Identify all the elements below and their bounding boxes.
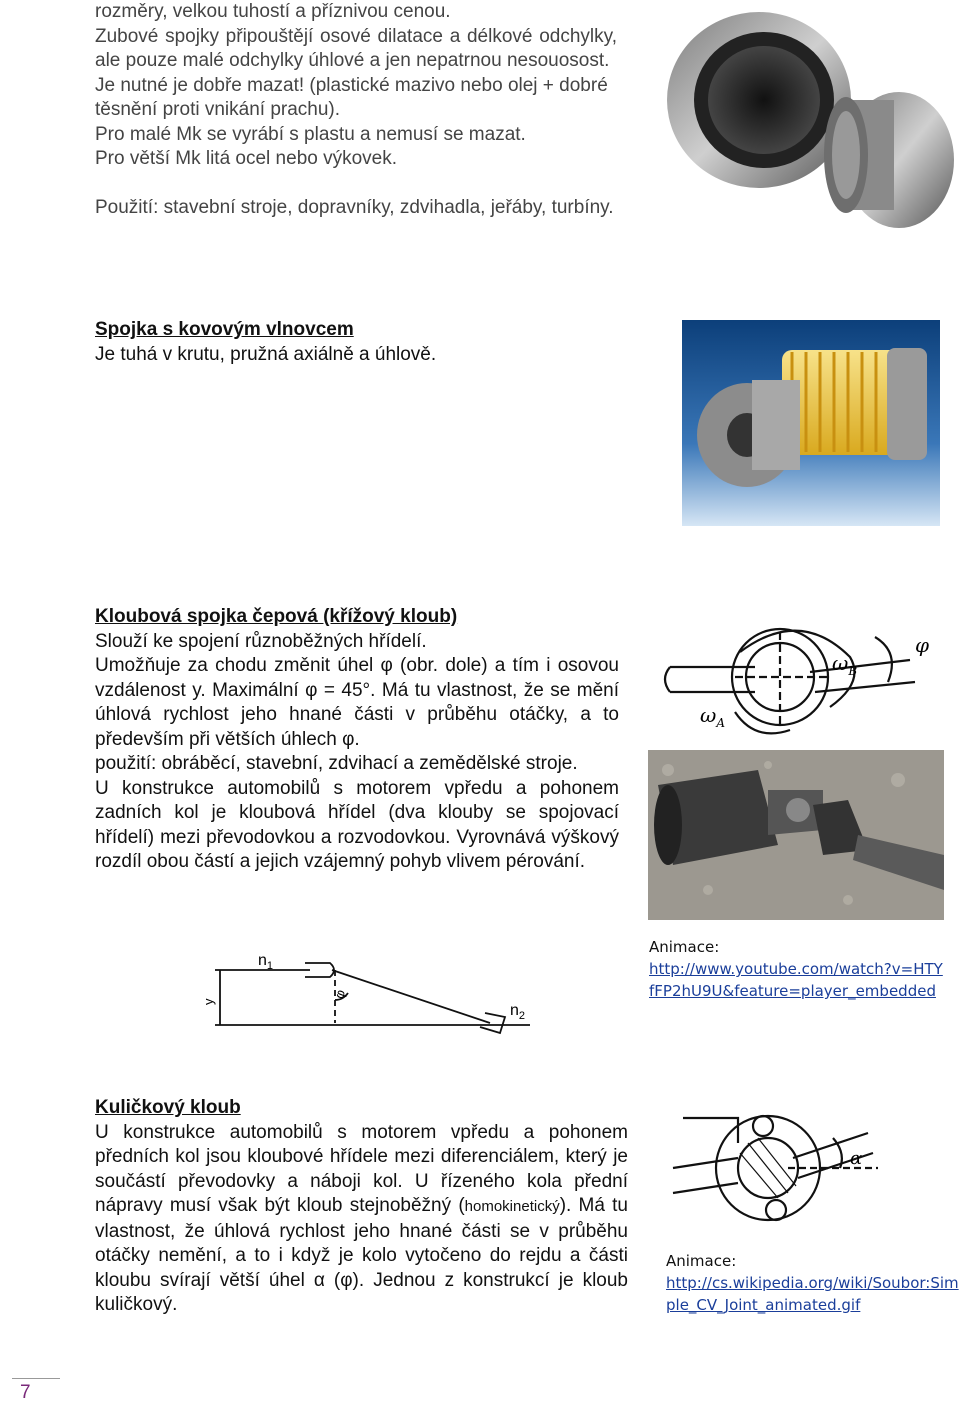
usage-text: Použití: stavební stroje, dopravníky, zdvihadla, jeřáby, turbíny. (95, 196, 614, 218)
link-part: ple_CV_Joint_animated.gif (666, 1296, 861, 1314)
animation-caption (666, 1250, 959, 1316)
bellows-section (95, 318, 655, 367)
svg-text:n2 (510, 1002, 525, 1022)
universal-joint-photo (648, 750, 944, 920)
animation-link[interactable] (649, 980, 943, 1002)
link-part: fFP2hU9U&feature=player_embedded (649, 982, 936, 1000)
animation-link[interactable] (666, 1294, 959, 1316)
animation-link[interactable] (666, 1272, 959, 1294)
n2-label: n (510, 1002, 519, 1019)
ball-joint-sketch (668, 1098, 888, 1238)
section-heading: Kuličkový kloub (95, 1097, 241, 1118)
link-part: http://cs.wikipedia.org/wiki/Soubor:Sim (666, 1274, 959, 1292)
section-text: Je tuhá v krutu, pružná axiálně a úhlově. (95, 343, 437, 365)
page-number: 7 (20, 1382, 31, 1403)
svg-text:ωB (832, 651, 857, 678)
omega-b-subscript: B (848, 664, 858, 678)
animation-caption (649, 936, 943, 1002)
animation-label: Animace: (666, 1252, 737, 1270)
text-line: Pro větší Mk litá ocel nebo výkovek. (95, 148, 398, 169)
text-part: ). Má tu vlastnost, že úhlová rychlost jeho hnané části se v průběhu otáčky nemění, a to i když je kolo vytočeno do rejdu a části kloubu svírají větší úhel α (φ). Jednou z konstrukcí je kloub kuličkový. (95, 1195, 628, 1315)
alpha-symbol: α (850, 1148, 863, 1169)
bellows-coupling-photo (682, 320, 940, 526)
universal-joint-sketch (660, 612, 945, 747)
animation-label: Animace: (649, 938, 720, 956)
phi-label: φ (331, 987, 349, 1001)
text-line: Pro malé Mk se vyrábí s plastu a nemusí se mazat. (95, 123, 526, 145)
text-line: Je nutné je dobře mazat! (plastické mazivo nebo olej + dobré těsnění proti vnikání prachu). (95, 74, 608, 120)
phi-symbol: φ (915, 633, 930, 657)
y-label: y (201, 998, 216, 1005)
n1-label: n (258, 952, 267, 969)
page-number-rule (12, 1378, 60, 1379)
animation-link[interactable] (649, 958, 943, 980)
link-part: http://www.youtube.com/watch?v=HTY (649, 960, 943, 978)
svg-text:ωA (700, 703, 725, 730)
gear-coupling-photo (664, 0, 954, 232)
section-text (95, 1121, 628, 1318)
text-part: U konstrukce automobilů s motorem vpředu a pohonem předních kol jsou kloubové hřídele mezi diferenciálem, který je součástí převodovky a náboji kol. U řízeného kola přední nápravy musí však být kloub stejnoběžný ( (95, 1121, 628, 1216)
section-text: Slouží ke spojení různoběžných hřídelí. (95, 630, 427, 652)
universal-joint-section (95, 605, 619, 875)
text-paragraph: Zubové spojky připouštějí osové dilatace a délkové odchylky, ale pouze malé odchylky úhlové a jen nepatrnou nesouosost. (95, 25, 617, 71)
svg-text:n1 (258, 952, 273, 972)
text-line: rozměry, velkou tuhostí a příznivou cenou. (95, 1, 451, 22)
shaft-angle-diagram (200, 945, 540, 1035)
omega-b-symbol: ω (832, 651, 849, 675)
omega-a-subscript: A (716, 716, 725, 730)
section-heading: Kloubová spojka čepová (křížový kloub) (95, 606, 458, 627)
section-heading: Spojka s kovovým vlnovcem (95, 319, 354, 340)
omega-a-symbol: ω (700, 703, 717, 727)
n2-subscript: 2 (518, 1010, 526, 1022)
section-text: U konstrukce automobilů s motorem vpředu a pohonem zadních kol je kloubová hřídel (dva klouby se spojovací hřídelí) mezi převodovkou a rozvodovkou. Vyrovnává výškový rozdíl obou částí a jejich vzájemný pohyb vlivem pérování. (95, 777, 619, 872)
section-text: Umožňuje za chodu změnit úhel φ (obr. dole) a tím i osovou vzdálenost y. Maximální φ = 45°. Má tu vlastnost, že se mění úhlová rychlost jeho hnané části v průběhu otáčky, a to především při větších úhlech φ. (95, 655, 619, 750)
section-text: použití: obráběcí, stavební, zdvihací a zemědělské stroje. (95, 753, 578, 774)
ball-joint-section (95, 1096, 628, 1318)
n1-subscript: 1 (266, 960, 274, 972)
small-term: homokinetický (464, 1198, 560, 1215)
gear-coupling-text (95, 0, 617, 220)
